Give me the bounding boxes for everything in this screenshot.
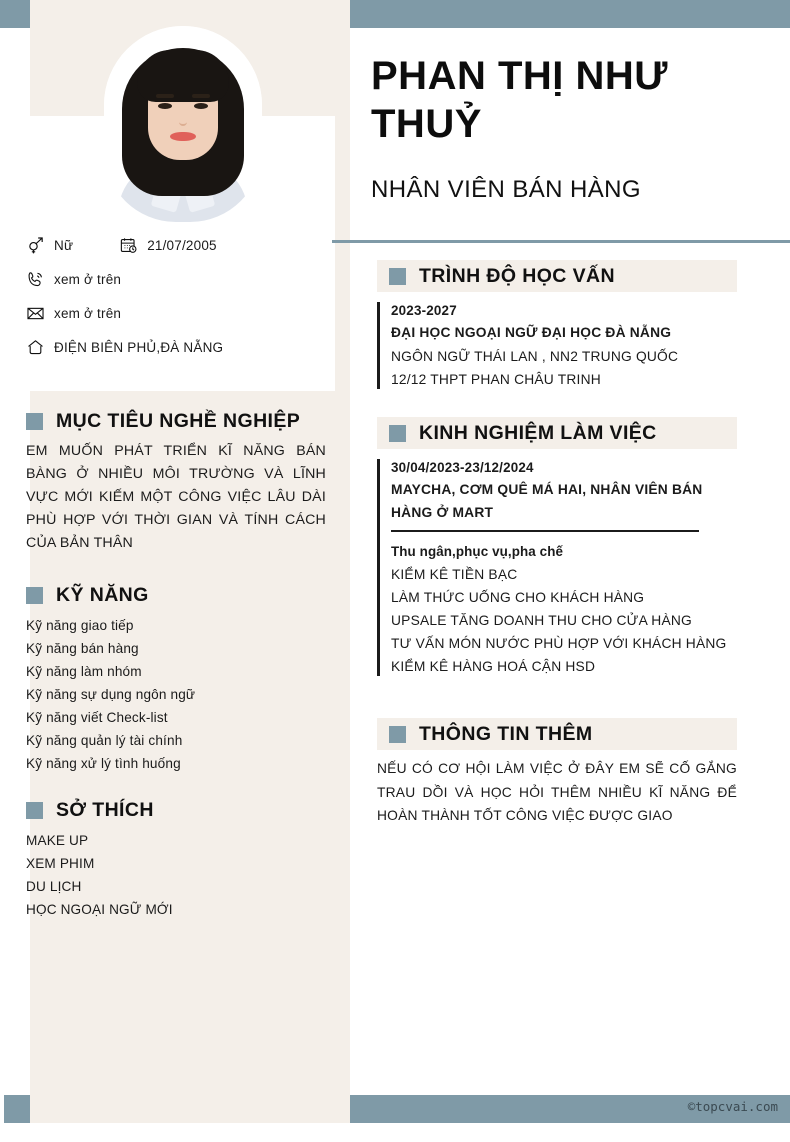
- phone-value: xem ở trên: [54, 271, 122, 287]
- section-title: THÔNG TIN THÊM: [419, 722, 593, 745]
- section-title: TRÌNH ĐỘ HỌC VẤN: [419, 264, 615, 287]
- contact-row-email: [26, 296, 326, 330]
- bullet-square-icon: [389, 425, 406, 442]
- list-item: Kỹ năng xử lý tình huống: [26, 756, 181, 771]
- section-header-additional: [377, 718, 737, 750]
- section-objective: [26, 406, 326, 555]
- email-value: xem ở trên: [54, 305, 122, 321]
- education-extra: 12/12 THPT PHAN CHÂU TRINH: [391, 371, 601, 387]
- bullet-square-icon: [389, 726, 406, 743]
- bullet-square-icon: [389, 268, 406, 285]
- gender-icon: [26, 234, 54, 256]
- experience-divider: [391, 530, 699, 532]
- education-major: NGÔN NGỮ THÁI LAN , NN2 TRUNG QUỐC: [391, 348, 679, 364]
- header-divider: [332, 240, 790, 243]
- contact-block: [26, 228, 326, 364]
- list-item: XEM PHIM: [26, 856, 95, 871]
- section-title: MỤC TIÊU NGHỀ NGHIỆP: [56, 409, 301, 432]
- duty-item: KIỂM KÊ HÀNG HOÁ CẬN HSD: [391, 659, 596, 674]
- section-header-hobbies: [26, 795, 326, 825]
- objective-text: EM MUỐN PHÁT TRIỂN KĨ NĂNG BÁN BÀNG Ở NHIỀU MÔI TRƯỜNG VÀ LĨNH VỰC MỚI KIẾM MỘT CÔNG VIỆC LÂU DÀI PHÙ HỢP VỚI THỜI GIAN VÀ TÍNH CÁCH CỦA BẢN THÂN: [26, 443, 326, 551]
- section-experience: [377, 417, 737, 678]
- list-item: Kỹ năng viết Check-list: [26, 710, 168, 725]
- envelope-icon: [26, 302, 54, 324]
- bullet-square-icon: [26, 802, 43, 819]
- section-additional-info: [377, 718, 737, 828]
- education-entry: [377, 300, 737, 391]
- section-title: KINH NGHIỆM LÀM VIỆC: [419, 421, 657, 444]
- portrait-photo: [104, 26, 262, 222]
- section-header-experience: [377, 417, 737, 449]
- list-item: Kỹ năng làm nhóm: [26, 664, 142, 679]
- duty-item: LÀM THỨC UỐNG CHO KHÁCH HÀNG: [391, 590, 645, 605]
- phone-icon: [26, 268, 54, 290]
- job-role: NHÂN VIÊN BÁN HÀNG: [371, 176, 641, 203]
- section-title: SỞ THÍCH: [56, 798, 154, 821]
- list-item: HỌC NGOẠI NGỮ MỚI: [26, 902, 173, 917]
- list-item: DU LỊCH: [26, 879, 82, 894]
- list-item: Kỹ năng sự dụng ngôn ngữ: [26, 687, 196, 702]
- home-icon: [26, 336, 54, 358]
- contact-row-phone: [26, 262, 326, 296]
- section-header-objective: [26, 406, 326, 436]
- section-education: [377, 260, 737, 391]
- list-item: Kỹ năng bán hàng: [26, 641, 139, 656]
- skills-list: [26, 614, 326, 775]
- education-school: ĐẠI HỌC NGOẠI NGỮ ĐẠI HỌC ĐÀ NẴNG: [391, 325, 672, 340]
- contact-row-address: [26, 330, 326, 364]
- avatar: [104, 26, 262, 222]
- duty-item: UPSALE TĂNG DOANH THU CHO CỬA HÀNG: [391, 613, 692, 628]
- section-header-skills: [26, 580, 326, 610]
- page-title: PHAN THỊ NHƯ THUỶ: [371, 54, 668, 146]
- top-left-accent-bar: [0, 0, 30, 28]
- duty-item: TƯ VẤN MÓN NƯỚC PHÙ HỢP VỚI KHÁCH HÀNG: [391, 636, 727, 651]
- birthdate-value: 21/07/2005: [147, 237, 217, 253]
- contact-row-gender-birth: [26, 228, 326, 262]
- bullet-square-icon: [26, 587, 43, 604]
- section-header-education: [377, 260, 737, 292]
- top-right-accent-bar: [335, 0, 790, 28]
- calendar-clock-icon: [119, 234, 147, 256]
- list-item: Kỹ năng quản lý tài chính: [26, 733, 183, 748]
- address-value: ĐIỆN BIÊN PHỦ,ĐÀ NẴNG: [54, 339, 224, 355]
- experience-role: Thu ngân,phục vụ,pha chế: [391, 544, 564, 559]
- section-skills: [26, 580, 326, 775]
- experience-entry: [377, 457, 737, 678]
- additional-text: NẾU CÓ CƠ HỘI LÀM VIỆC Ở ĐÂY EM SẼ CỐ GẮNG TRAU DỒI VÀ HỌC HỎI THÊM NHIỀU KĨ NĂNG ĐỂ HOÀN THÀNH TỐT CÔNG VIỆC ĐƯỢC GIAO: [377, 761, 737, 823]
- watermark: ©topcvai.com: [687, 1099, 778, 1114]
- bottom-left-accent-bar: [4, 1095, 30, 1123]
- section-hobbies: [26, 795, 326, 921]
- section-title: KỸ NĂNG: [56, 583, 149, 606]
- list-item: Kỹ năng giao tiếp: [26, 618, 134, 633]
- bullet-square-icon: [26, 413, 43, 430]
- gender-value: Nữ: [54, 237, 74, 253]
- duty-item: KIỂM KÊ TIỀN BẠC: [391, 567, 518, 582]
- experience-org: MAYCHA, CƠM QUÊ MÁ HAI, NHÂN VIÊN BÁN HÀNG Ở MART: [391, 482, 703, 520]
- experience-date: 30/04/2023-23/12/2024: [391, 460, 534, 475]
- hobbies-list: [26, 829, 326, 921]
- education-date: 2023-2027: [391, 303, 457, 318]
- list-item: MAKE UP: [26, 833, 89, 848]
